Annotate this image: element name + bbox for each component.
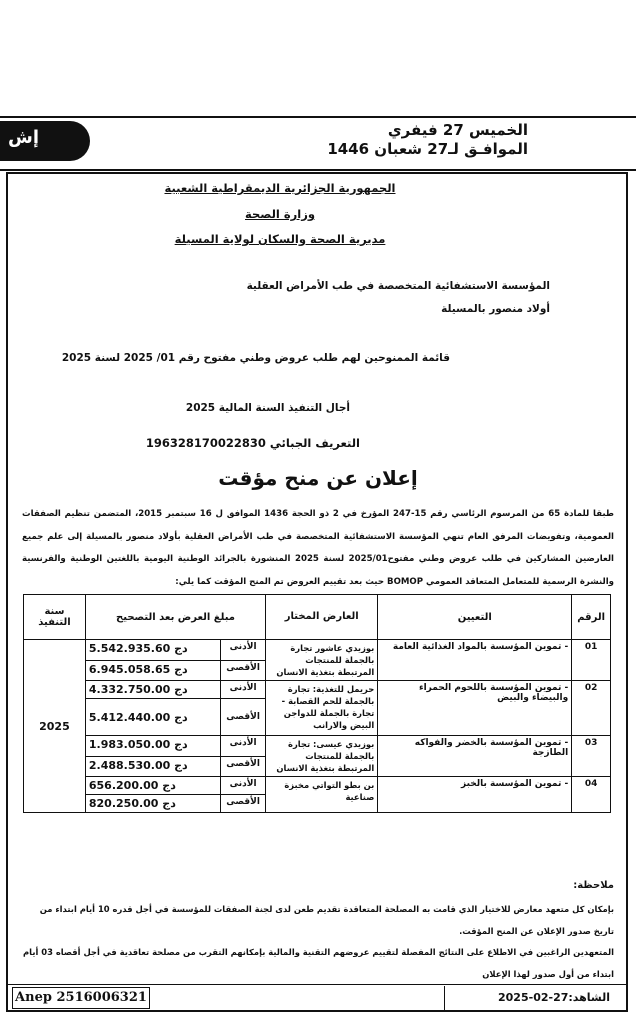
max-amount: 6.945.058.65 دج	[85, 660, 220, 681]
col-year-header: سنة التنفيذ	[24, 595, 86, 640]
col-num-header: الرقم	[572, 595, 611, 640]
min-label: الأدنى	[221, 681, 266, 699]
section-tab	[0, 121, 90, 161]
max-label: الأقصى	[221, 699, 266, 736]
table-row	[24, 640, 611, 661]
row-num: 04	[572, 777, 611, 813]
col-winner-header: العارض المختار	[266, 595, 378, 640]
max-label: الأقصى	[221, 660, 266, 681]
notice-title: إعلان عن منح مؤقت	[218, 466, 418, 490]
notice-body: طبقا للمادة 65 من المرسوم الرئاسي رقم 15-247 المؤرخ في 2 ذو الحجة 1436 الموافق ل 16 سبتمبر 2015، المتضمن تنظيم الصفقات العمومية، وتفويضات المرفق العام تنهي المؤسسة الاستشفائية المتخصصة في طب الأمراض العقلية بأولاد منصور بالمسيلة إلى علم جميع العارضين المشاركين في طلب عروض وطني مفتوح2025/01 لسنة 2025 المنشورة بالجرائد الوطنية اليومية باللغتين الوطنية والفرنسية والنشرة الرسمية للمتعامل المتعاقد العمومي BOMOP حيث بعد تقييم العروض تم المنح المؤقت كما يلي:	[22, 509, 615, 587]
republic-heading: الجمهورية الجزائرية الديمقراطية الشعبية	[164, 181, 396, 195]
footer-separator	[444, 986, 445, 1010]
min-amount: 5.542.935.60 دج	[85, 640, 220, 661]
execution-year: 2025	[24, 640, 86, 813]
header-bottom-rule	[0, 169, 636, 171]
min-label: الأدنى	[221, 736, 266, 757]
note-results: المتعهدين الراغبين في الاطلاع على النتائج المفصلة لتقييم عروضهم التقنية والمالية بإمكانهم التقرب من مصلحة تعاقدية في أجل أقصاه 03 أيام ابتداء من أول صدور لهذا الإعلان	[23, 947, 614, 979]
row-num: 02	[572, 681, 611, 736]
col-amount-header: مبلغ العرض بعد التصحيح	[85, 595, 265, 640]
institution-location: أولاد منصور بالمسيلة	[441, 303, 550, 315]
row-designation: - تموين المؤسسة بالمواد الغذائية العامة	[378, 640, 572, 681]
hijri-date: الموافـق لـ27 شعبان 1446	[327, 140, 528, 158]
row-winner: حريمل للتغذية: تجارة بالجملة للحم القصابة - تجارة بالجملة للدواجن البيض والارانب	[266, 681, 378, 736]
max-amount: 820.250.00 دج	[85, 795, 220, 813]
section-tab-label: إش	[8, 127, 40, 148]
min-label: الأدنى	[221, 777, 266, 795]
row-designation: - تموين المؤسسة بالخبز	[378, 777, 572, 813]
row-winner: بن بطو التواتي مخبزة صناعية	[266, 777, 378, 813]
witness-date: الشاهد:27-02-2025	[497, 991, 610, 1004]
max-label: الأقصى	[221, 756, 266, 777]
tax-id: التعريف الجبائي 196328170022830	[145, 436, 360, 450]
max-amount: 5.412.440.00 دج	[85, 699, 220, 736]
row-designation: - تموين المؤسسة باللحوم الحمراء والبيضاء والبيض	[378, 681, 572, 736]
notes-title: ملاحظة:	[573, 880, 614, 891]
awardees-list-title: قائمة الممنوحين لهم طلب عروض وطني مفتوح رقم 01/ 2025 لسنة 2025	[61, 352, 450, 364]
note-appeal: بإمكان كل متعهد معارض للاختيار الذي قامت به المصلحة المتعاقدة تقديم طعن لدى لجنة الصفقات للمؤسسة في أجل قدره 10 أيام ابتداء من تاريخ صدور الإعلان عن المنح المؤقت.	[39, 904, 614, 936]
table-row	[24, 777, 611, 795]
gregorian-date: الخميس 27 فيفري	[387, 121, 528, 139]
award-table	[23, 594, 611, 813]
min-amount: 656.200.00 دج	[85, 777, 220, 795]
header-top-rule	[0, 116, 636, 118]
max-amount: 2.488.530.00 دج	[85, 756, 220, 777]
ministry-heading: وزارة الصحة	[245, 207, 315, 221]
institution-name: المؤسسة الاستشفائية المتخصصة في طب الأمراض العقلية	[246, 280, 550, 292]
row-designation: - تموين المؤسسة بالخضر والفواكه الطازجة	[378, 736, 572, 777]
table-header-row	[24, 595, 611, 640]
row-winner: بوزيدي عيسى: تجارة بالجملة للمنتجات المرتبطة بتغذية الانسان	[266, 736, 378, 777]
col-designation-header: التعيين	[378, 595, 572, 640]
table-row	[24, 736, 611, 757]
row-num: 01	[572, 640, 611, 681]
row-num: 03	[572, 736, 611, 777]
execution-deadline: أجال التنفيذ السنة المالية 2025	[185, 402, 350, 414]
row-winner: بوزيدي عاشور تجارة بالجملة للمنتجات المرتبطة بتغذية الانسان	[266, 640, 378, 681]
max-label: الأقصى	[221, 795, 266, 813]
min-label: الأدنى	[221, 640, 266, 661]
table-row	[24, 681, 611, 699]
min-amount: 1.983.050.00 دج	[85, 736, 220, 757]
min-amount: 4.332.750.00 دج	[85, 681, 220, 699]
anep-reference: Anep 2516006321	[12, 987, 150, 1009]
footer-rule	[6, 984, 628, 985]
directorate-heading: مديرية الصحة والسكان لولاية المسيلة	[174, 232, 386, 246]
